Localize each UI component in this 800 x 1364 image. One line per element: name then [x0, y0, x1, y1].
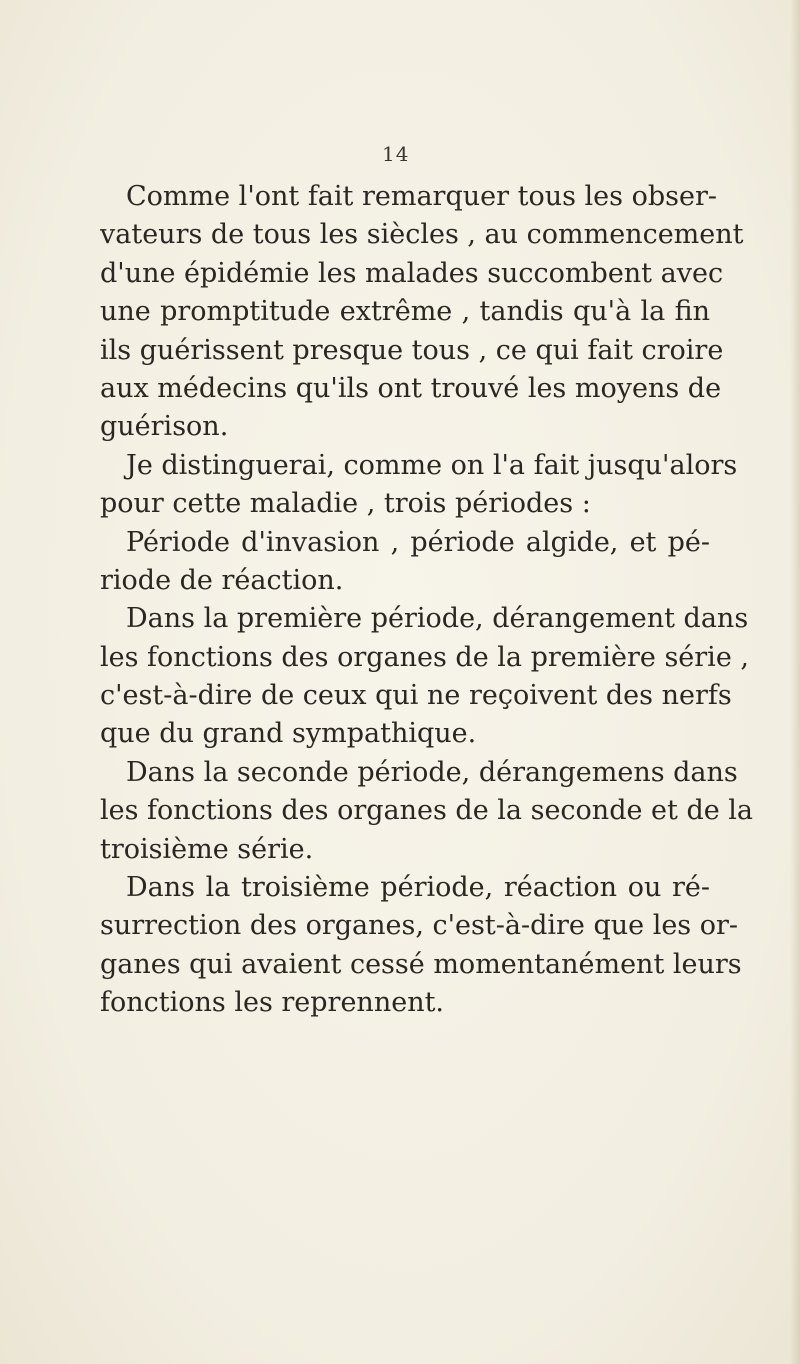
text-line: les fonctions des organes de la seconde et de la — [100, 795, 754, 827]
text-line: ils guérissent presque tous , ce qui fait croire — [100, 334, 724, 366]
text-line: Dans la première période, dérangement dans — [126, 603, 749, 635]
text-line: d'une épidémie les malades succombent avec — [100, 257, 724, 289]
text-line: c'est-à-dire de ceux qui ne reçoivent des nerfs — [100, 680, 732, 712]
text-line: vateurs de tous les siècles , au commencement — [100, 219, 744, 251]
text-line: troisième série. — [100, 833, 314, 865]
text-line: fonctions les reprennent. — [100, 987, 445, 1019]
text-line: riode de réaction. — [100, 564, 344, 596]
page-number: 14 — [382, 142, 410, 166]
text-line: Période d'invasion , période algide, et pé- — [126, 526, 710, 558]
text-line: que du grand sympathique. — [100, 718, 477, 750]
text-line: aux médecins qu'ils ont trouvé les moyens de — [100, 372, 722, 404]
body-text — [100, 178, 754, 1023]
text-line: Dans la troisième période, réaction ou ré- — [126, 872, 710, 904]
text-line: surrection des organes, c'est-à-dire que les or- — [100, 910, 739, 942]
text-line: Comme l'ont fait remarquer tous les obser- — [126, 181, 717, 212]
text-line: guérison. — [100, 411, 229, 443]
text-line: les fonctions des organes de la première série , — [100, 641, 749, 673]
text-line: Dans la seconde période, dérangemens dans — [126, 756, 738, 788]
text-line: pour cette maladie , trois périodes : — [100, 488, 591, 520]
text-line: Je distinguerai, comme on l'a fait jusqu'alors — [126, 449, 738, 481]
page-edge-shadow — [790, 0, 800, 1364]
text-line: ganes qui avaient cessé momentanément leurs — [100, 948, 742, 980]
text-line: une promptitude extrême , tandis qu'à la fin — [100, 296, 710, 328]
